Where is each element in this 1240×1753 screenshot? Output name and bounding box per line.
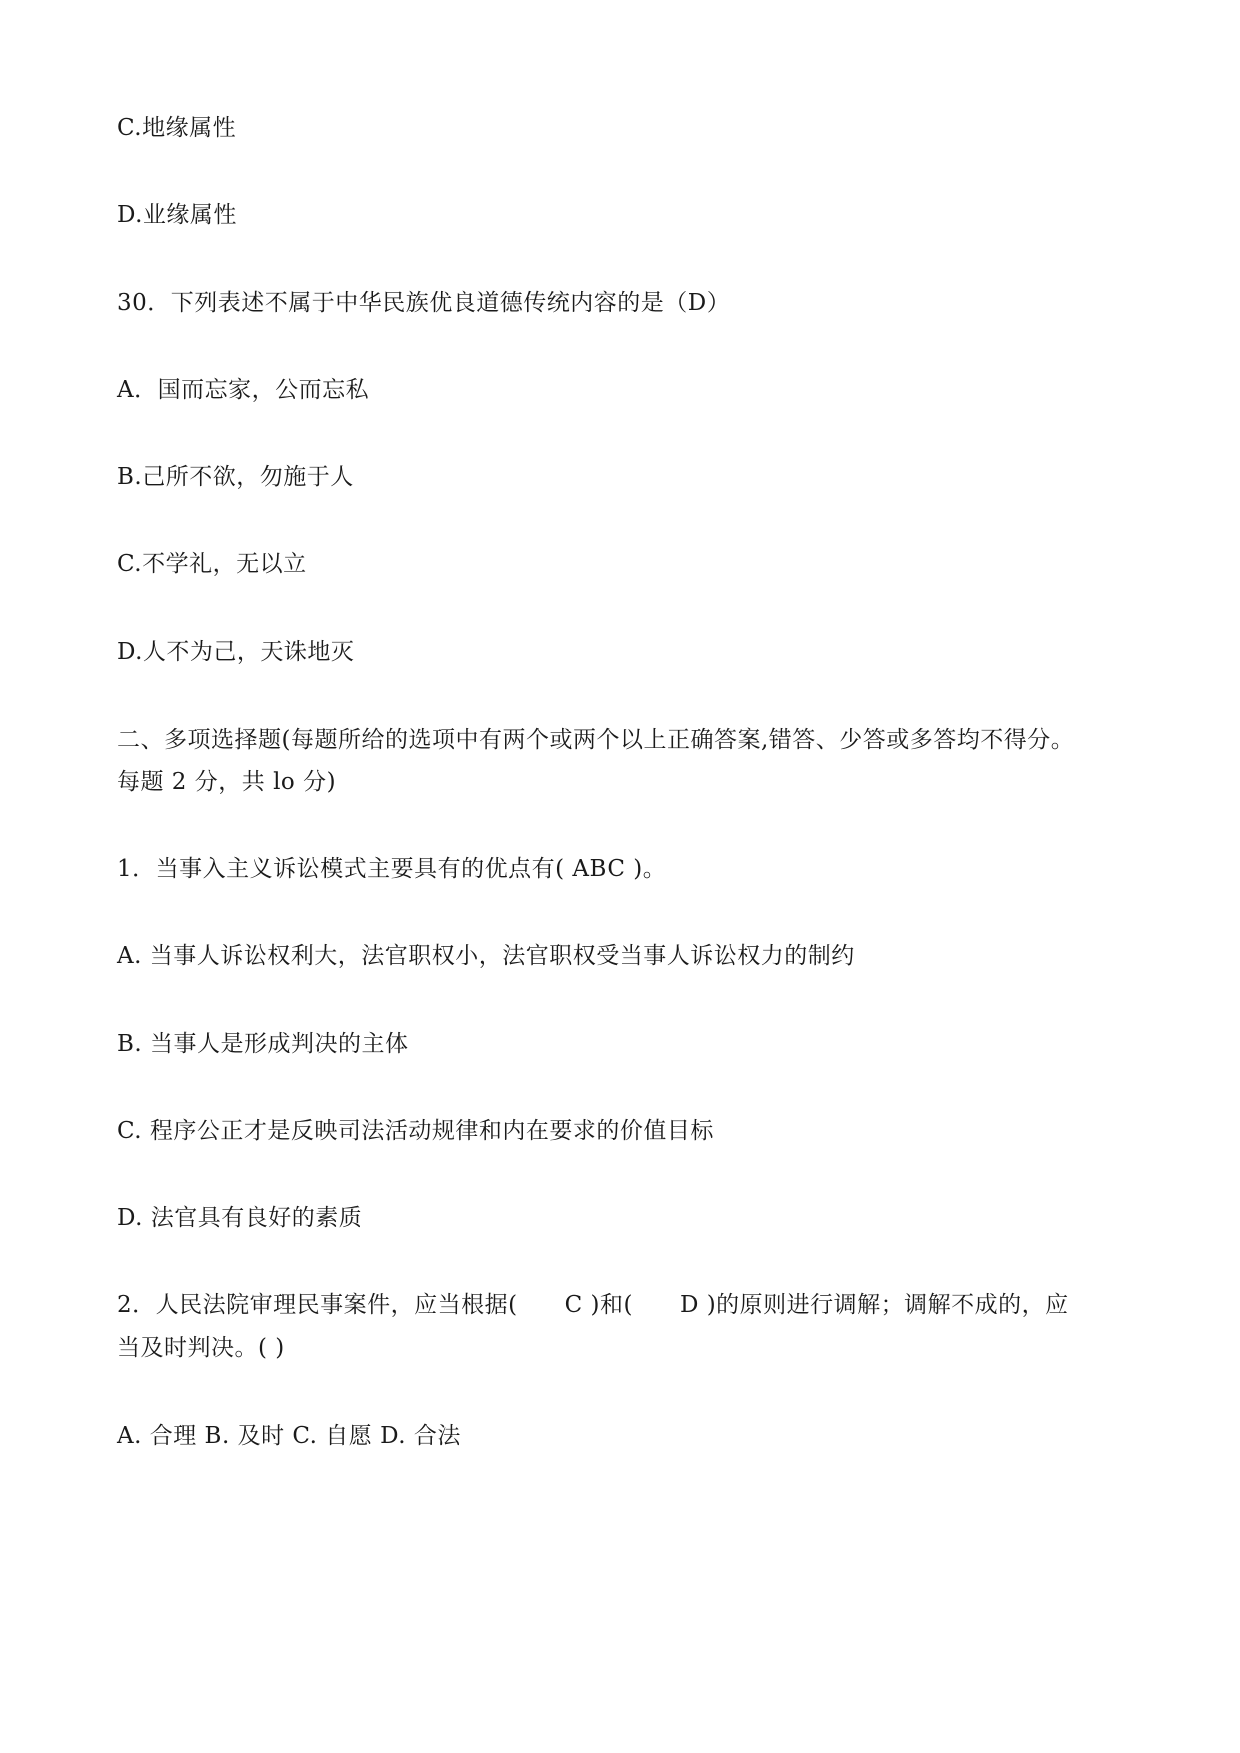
section-heading-multiple-choice: 二、多项选择题(每题所给的选项中有两个或两个以上正确答案,错答、少答或多答均不得分。 [117,727,1075,753]
option-d-q1: D. 法官具有良好的素质 [117,1205,363,1231]
option-d-q29: D.业缘属性 [117,202,237,228]
option-b-q1: B. 当事人是形成判决的主体 [117,1031,409,1057]
question-30: 30．下列表述不属于中华民族优良道德传统内容的是（D） [117,290,731,316]
question-2-continued: 当及时判决。( ) [117,1335,285,1361]
section-heading-scoring: 每题 2 分，共 lo 分) [117,769,337,795]
option-b-q30: B.己所不欲，勿施于人 [117,464,354,490]
option-c-q30: C.不学礼，无以立 [117,551,307,577]
question-1: 1．当事入主义诉讼模式主要具有的优点有( ABC )。 [117,856,667,882]
question-2: 2．人民法院审理民事案件，应当根据( C )和( D )的原则进行调解；调解不成的，应 [117,1292,1069,1318]
option-a-q30: A．国而忘家，公而忘私 [117,377,370,403]
options-q2: A. 合理 B. 及时 C. 自愿 D. 合法 [117,1423,461,1449]
option-c-q29: C.地缘属性 [117,115,237,141]
option-a-q1: A. 当事人诉讼权利大，法官职权小，法官职权受当事人诉讼权力的制约 [117,943,855,969]
option-d-q30: D.人不为己，天诛地灭 [117,639,355,665]
option-c-q1: C. 程序公正才是反映司法活动规律和内在要求的价值目标 [117,1118,714,1144]
